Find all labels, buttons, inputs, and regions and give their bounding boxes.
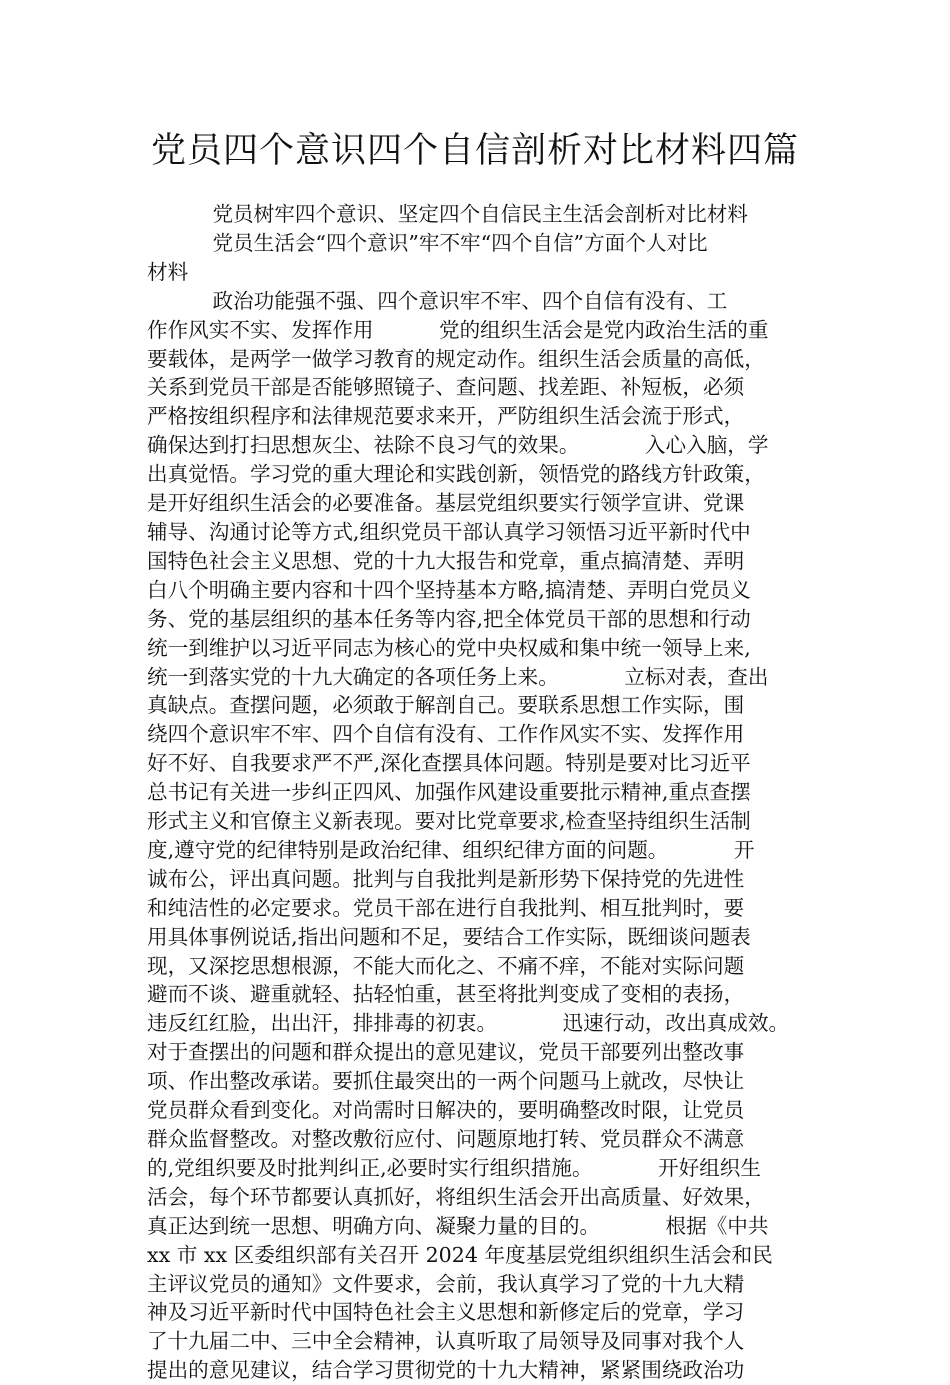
body-line: 党员群众看到变化。对尚需时日解决的，要明确整改时限，让党员 xyxy=(147,1098,745,1123)
body-line: 是开好组织生活会的必要准备。基层党组织要实行领学宣讲、党课 xyxy=(147,491,745,516)
body-line: 务、党的基层组织的基本任务等内容,把全体党员干部的思想和行动 xyxy=(147,606,751,631)
body-line: xx 市 xx 区委组织部有关召开 2024 年度基层党组织组织生活会和民 xyxy=(147,1242,773,1267)
body-line: 违反红红脸，出出汗，排排毒的初衷。 迅速行动，改出真成效。 xyxy=(147,1011,790,1036)
body-line: 活会，每个环节都要认真抓好，将组织生活会开出高质量、好效果， xyxy=(147,1184,765,1209)
body-line: 党员树牢四个意识、坚定四个自信民主生活会剖析对比材料 xyxy=(147,202,748,226)
body-line: 真缺点。查摆问题，必须敢于解剖自己。要联系思想工作实际，围 xyxy=(147,693,745,718)
body-line: 辅导、沟通讨论等方式,组织党员干部认真学习领悟习近平新时代中 xyxy=(147,519,751,544)
body-line: 的,党组织要及时批判纠正,必要时实行组织措施。 开好组织生 xyxy=(147,1155,761,1180)
body-line: 确保达到打扫思想灰尘、祛除不良习气的效果。 入心入脑，学 xyxy=(147,433,769,458)
body-line: 对于查摆出的问题和群众提出的意见建议，党员干部要列出整改事 xyxy=(147,1040,745,1065)
body-line: 主评议党员的通知》文件要求，会前，我认真学习了党的十九大精 xyxy=(147,1271,745,1296)
document-body xyxy=(147,200,837,1385)
body-line: 了十九届二中、三中全会精神，认真听取了局领导及同事对我个人 xyxy=(147,1329,745,1354)
body-line: 真正达到统一思想、明确方向、凝聚力量的目的。 根据《中共 xyxy=(147,1213,769,1238)
body-line: 出真觉悟。学习党的重大理论和实践创新，领悟党的路线方针政策， xyxy=(147,462,765,487)
body-line: 提出的意见建议，结合学习贯彻党的十九大精神，紧紧围绕政治功 xyxy=(147,1358,745,1383)
body-line: 统一到落实党的十九大确定的各项任务上来。 立标对表，查出 xyxy=(147,664,769,689)
body-line: 国特色社会主义思想、党的十九大报告和党章，重点搞清楚、弄明 xyxy=(147,548,745,573)
body-line: 诚布公，评出真问题。批判与自我批判是新形势下保持党的先进性 xyxy=(147,866,745,891)
body-line: 党员生活会“四个意识”牢不牢“四个自信”方面个人对比 xyxy=(147,230,708,255)
body-line: 作作风实不实、发挥作用 党的组织生活会是党内政治生活的重 xyxy=(147,317,769,342)
body-line: 材料 xyxy=(147,259,189,284)
body-line: 绕四个意识牢不牢、四个自信有没有、工作作风实不实、发挥作用 xyxy=(147,722,745,747)
body-line: 现，又深挖思想根源，不能大而化之、不痛不痒，不能对实际问题 xyxy=(147,953,745,978)
body-line: 神及习近平新时代中国特色社会主义思想和新修定后的党章，学习 xyxy=(147,1300,745,1325)
document-title: 党员四个意识四个自信剖析对比材料四篇 xyxy=(150,131,799,171)
body-line: 形式主义和官僚主义新表现。要对比党章要求,检查坚持组织生活制 xyxy=(147,809,751,834)
body-line: 要载体，是两学一做学习教育的规定动作。组织生活会质量的高低， xyxy=(147,346,765,371)
body-line: 总书记有关进一步纠正四风、加强作风建设重要批示精神,重点查摆 xyxy=(147,780,751,805)
body-line: 和纯洁性的必定要求。党员干部在进行自我批判、相互批判时，要 xyxy=(147,895,745,920)
body-line: 白八个明确主要内容和十四个坚持基本方略,搞清楚、弄明白党员义 xyxy=(147,577,751,602)
body-line: 度,遵守党的纪律特别是政治纪律、组织纪律方面的问题。 开 xyxy=(147,837,755,862)
body-line: 统一到维护以习近平同志为核心的党中央权威和集中统一领导上来, xyxy=(147,635,751,660)
body-line: 项、作出整改承诺。要抓住最突出的一两个问题马上就改，尽快让 xyxy=(147,1069,745,1094)
body-line: 群众监督整改。对整改敷衍应付、问题原地打转、党员群众不满意 xyxy=(147,1127,745,1151)
body-line: 用具体事例说话,指出问题和不足，要结合工作实际，既细谈问题表 xyxy=(147,924,751,949)
body-line: 好不好、自我要求严不严,深化查摆具体问题。特别是要对比习近平 xyxy=(147,751,751,776)
body-line: 严格按组织程序和法律规范要求来开，严防组织生活会流于形式， xyxy=(147,404,745,429)
body-line: 关系到党员干部是否能够照镜子、查问题、找差距、补短板，必须 xyxy=(147,375,745,400)
body-line: 政治功能强不强、四个意识牢不牢、四个自信有没有、工 xyxy=(147,288,728,313)
body-line: 避而不谈、避重就轻、拈轻怕重，甚至将批判变成了变相的表扬， xyxy=(147,982,745,1007)
